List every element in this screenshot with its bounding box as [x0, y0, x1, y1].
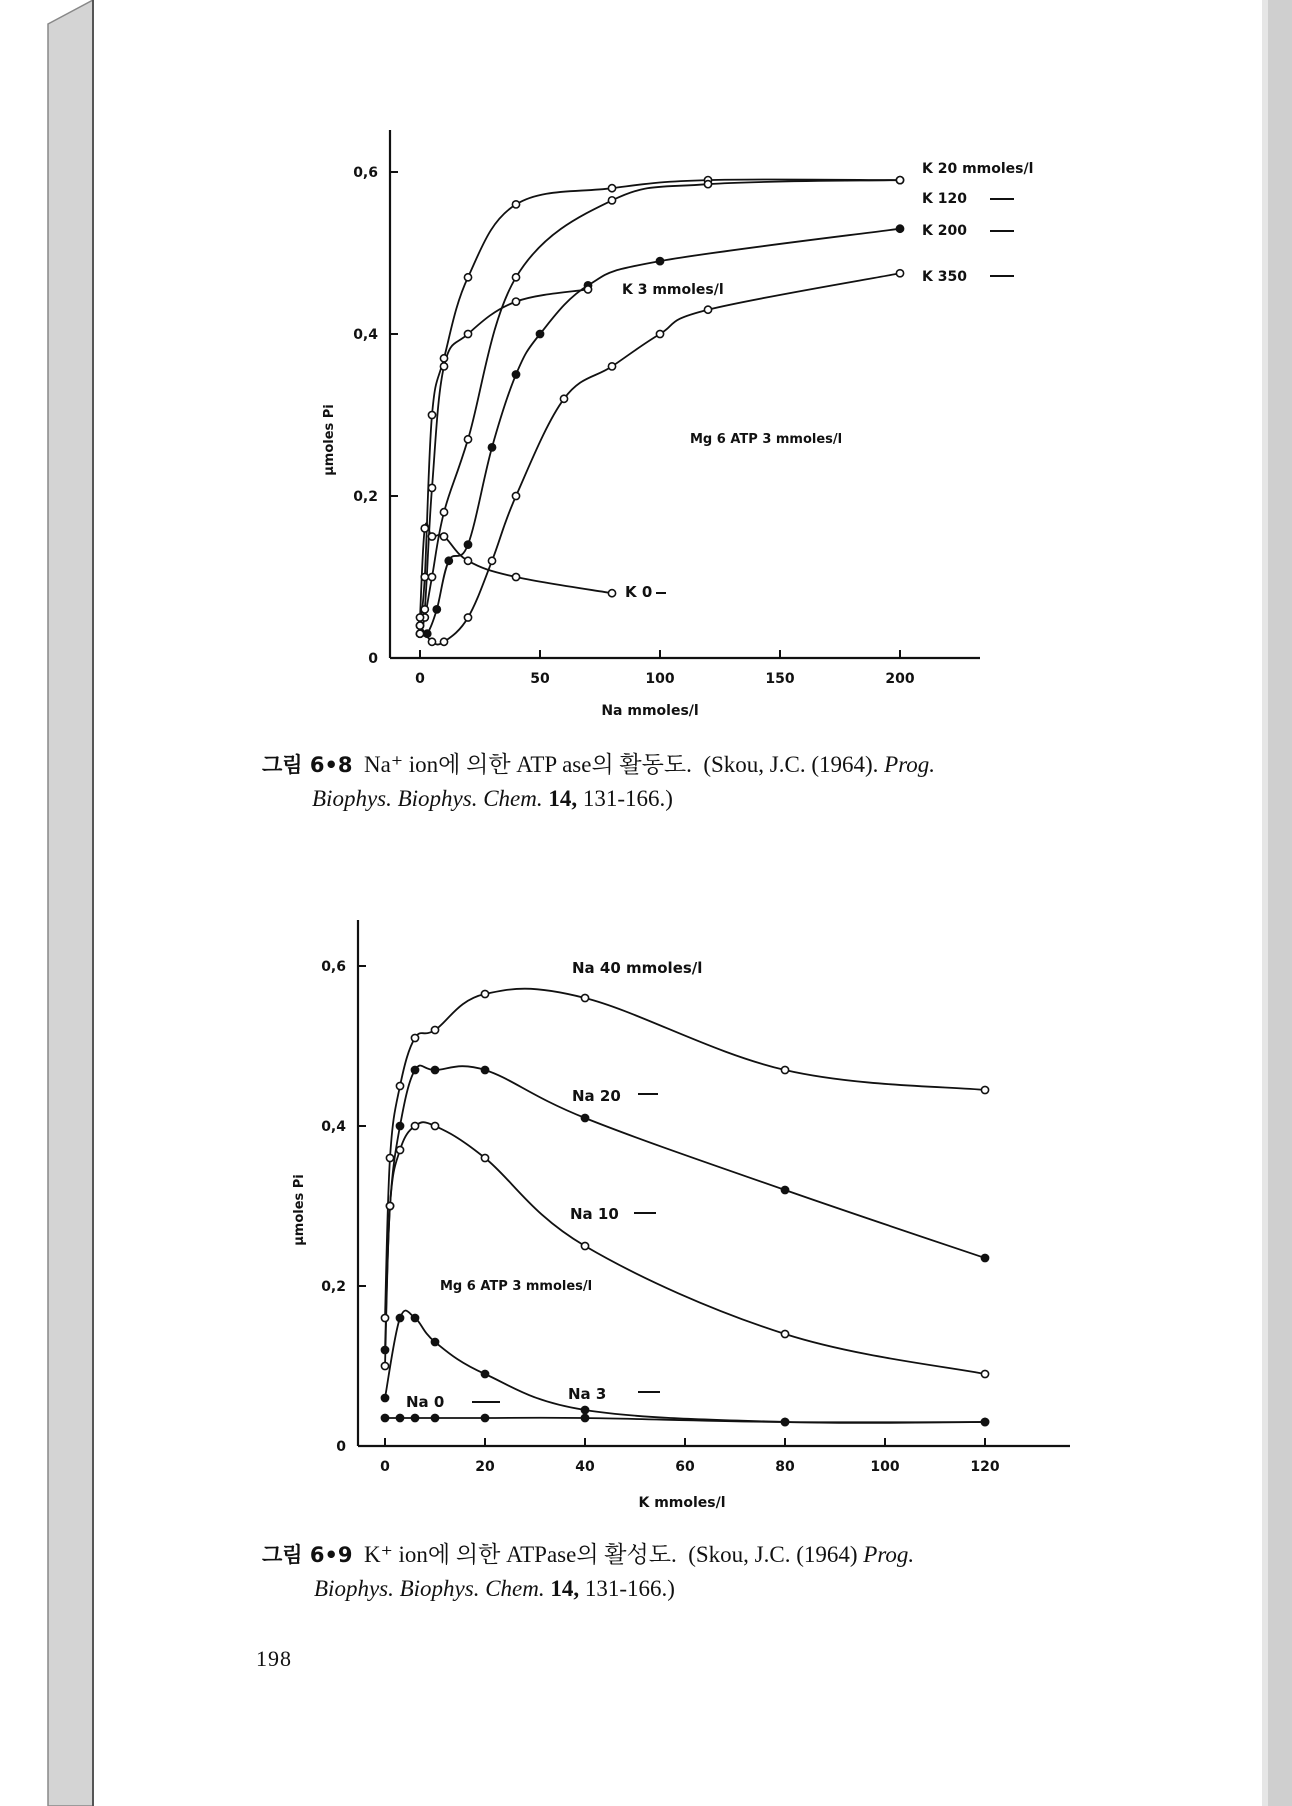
chart2-point-na-0	[581, 1414, 588, 1421]
chart1-point-k-350	[608, 363, 615, 370]
chart2-point-na-0	[396, 1414, 403, 1421]
chart1-point-k-3-mmoles-l	[428, 484, 435, 491]
chart1-label-k120: K 120	[922, 191, 967, 207]
chart2-label-na0: Na 0	[406, 1393, 445, 1411]
figure-1-ref-a: (Skou, J.C. (1964).	[703, 752, 879, 777]
figure-1-journal: Biophys. Biophys. Chem.	[312, 786, 543, 811]
chart2-ytick-label: 0,6	[321, 959, 346, 975]
chart2-label-na3: Na 3	[568, 1385, 607, 1403]
chart1-point-k-20-mmoles-l	[464, 274, 471, 281]
chart2-point-na-10	[396, 1146, 403, 1153]
chart2-xtick-label: 40	[575, 1459, 595, 1475]
chart2-series-na-20	[385, 1066, 985, 1350]
chart2-point-na-40-mmoles-l	[411, 1034, 418, 1041]
chart1-label-k350: K 350	[922, 269, 967, 285]
chart1-point-k-3-mmoles-l	[512, 298, 519, 305]
chart1-point-k-0	[464, 557, 471, 564]
chart1-point-k-350	[488, 557, 495, 564]
book-spine	[48, 0, 93, 1806]
chart1-point-k-20-mmoles-l	[608, 185, 615, 192]
chart2-ytick-label: 0,2	[321, 1279, 346, 1295]
chart1-point-k-200	[424, 630, 431, 637]
chart1-xtick-label: 150	[765, 671, 795, 687]
chart1-point-k-350	[512, 492, 519, 499]
chart1-label-k3: K 3 mmoles/l	[622, 282, 724, 298]
chart2-point-na-10	[431, 1122, 438, 1129]
chart2-point-na-0	[981, 1418, 988, 1425]
chart1-point-k-120	[512, 274, 519, 281]
chart2-point-na-40-mmoles-l	[981, 1086, 988, 1093]
chart1-point-k-120	[608, 197, 615, 204]
chart1-point-k-20-mmoles-l	[512, 201, 519, 208]
chart2-point-na-20	[981, 1254, 988, 1261]
chart2-point-na-0	[481, 1414, 488, 1421]
figure-1-number: 그림 6•8	[262, 753, 353, 777]
chart1-point-k-0	[416, 614, 423, 621]
chart2-point-na-3	[411, 1314, 418, 1321]
chart2-xtick-label: 80	[775, 1459, 795, 1475]
chart1-series-k-0	[420, 523, 612, 617]
chart1-xtick-label: 200	[885, 671, 915, 687]
chart-2-k-activity	[292, 920, 1070, 1511]
chart2-point-na-20	[581, 1114, 588, 1121]
chart1-label-k0: K 0	[625, 583, 653, 601]
chart2-ytick-label: 0,4	[321, 1119, 346, 1135]
chart1-point-k-350	[464, 614, 471, 621]
chart1-point-k-20-mmoles-l	[428, 411, 435, 418]
figure-2-title: K⁺ ion에 의한 ATPase의 활성도.	[364, 1542, 677, 1567]
chart1-ytick-label: 0,6	[353, 165, 378, 181]
chart1-point-k-200	[536, 330, 543, 337]
figure-2-caption	[262, 1540, 914, 1570]
chart1-xtick-label: 100	[645, 671, 675, 687]
chart2-point-na-20	[396, 1122, 403, 1129]
chart2-series-na-40-mmoles-l	[385, 989, 985, 1318]
chart2-point-na-40-mmoles-l	[581, 994, 588, 1001]
chart1-ytick-label: 0,4	[353, 327, 378, 343]
chart2-point-na-0	[381, 1414, 388, 1421]
chart1-ylabel: µmoles Pi	[322, 404, 337, 476]
chart1-xlabel: Na mmoles/l	[601, 703, 699, 719]
chart1-point-k-200	[896, 225, 903, 232]
chart1-point-k-3-mmoles-l	[464, 330, 471, 337]
chart2-point-na-3	[431, 1338, 438, 1345]
chart1-point-k-350	[428, 638, 435, 645]
chart2-point-na-10	[581, 1242, 588, 1249]
chart1-point-k-20-mmoles-l	[421, 573, 428, 580]
chart2-point-na-10	[411, 1122, 418, 1129]
chart2-point-na-10	[381, 1362, 388, 1369]
chart2-xtick-label: 20	[475, 1459, 495, 1475]
figure-1-title: Na⁺ ion에 의한 ATP ase의 활동도.	[364, 752, 692, 777]
chart-1-na-activity	[322, 130, 1033, 719]
chart2-point-na-40-mmoles-l	[381, 1314, 388, 1321]
figure-2-journal: Biophys. Biophys. Chem.	[314, 1576, 545, 1601]
chart1-series-k-350	[420, 273, 900, 644]
chart1-ytick-label: 0,2	[353, 489, 378, 505]
chart2-point-na-3	[381, 1394, 388, 1401]
chart1-point-k-120	[440, 509, 447, 516]
figure-1-ref-b: Prog.	[884, 752, 936, 777]
chart1-point-k-350	[704, 306, 711, 313]
chart1-xtick-label: 0	[415, 671, 425, 687]
chart1-point-k-350	[416, 622, 423, 629]
chart2-series-na-10	[385, 1122, 985, 1374]
chart1-series-k-120	[420, 180, 900, 634]
chart1-point-k-0	[608, 590, 615, 597]
chart2-point-na-40-mmoles-l	[431, 1026, 438, 1033]
figure-2-volume: 14,	[550, 1576, 580, 1601]
page-number: 198	[256, 1646, 292, 1671]
chart2-ytick-label: 0	[336, 1439, 346, 1455]
chart2-point-na-0	[431, 1414, 438, 1421]
chart1-point-k-120	[464, 436, 471, 443]
chart1-point-k-350	[560, 395, 567, 402]
chart2-ylabel: µmoles Pi	[292, 1174, 307, 1246]
figure-2-pages: 131-166.)	[584, 1576, 675, 1601]
figure-2-ref-a: (Skou, J.C. (1964)	[688, 1542, 858, 1567]
figure-2-ref-b: Prog.	[863, 1542, 915, 1567]
chart1-point-k-0	[421, 525, 428, 532]
chart1-label-k200: K 200	[922, 223, 967, 239]
chart1-point-k-350	[656, 330, 663, 337]
chart1-point-k-0	[428, 533, 435, 540]
chart1-point-k-3-mmoles-l	[416, 630, 423, 637]
chart2-point-na-3	[396, 1314, 403, 1321]
chart1-point-k-3-mmoles-l	[421, 606, 428, 613]
chart2-point-na-20	[381, 1346, 388, 1353]
chart2-point-na-20	[411, 1066, 418, 1073]
chart2-label-na40: Na 40 mmoles/l	[572, 959, 703, 977]
chart2-xtick-label: 0	[380, 1459, 390, 1475]
chart2-xtick-label: 120	[970, 1459, 1000, 1475]
chart2-point-na-10	[981, 1370, 988, 1377]
page-right-shadow	[1262, 0, 1268, 1806]
chart2-point-na-40-mmoles-l	[781, 1066, 788, 1073]
figure-1-caption	[262, 750, 935, 780]
chart2-point-na-10	[481, 1154, 488, 1161]
chart2-point-na-20	[781, 1186, 788, 1193]
chart1-point-k-200	[433, 606, 440, 613]
figure-1-pages: 131-166.)	[582, 786, 673, 811]
chart2-label-na10: Na 10	[570, 1205, 619, 1223]
chart1-point-k-200	[488, 444, 495, 451]
chart1-xtick-label: 50	[530, 671, 550, 687]
chart2-xtick-label: 100	[870, 1459, 900, 1475]
chart2-point-na-20	[431, 1066, 438, 1073]
chart2-point-na-20	[481, 1066, 488, 1073]
chart1-annotation: Mg 6 ATP 3 mmoles/l	[690, 432, 843, 447]
figure-2-number: 그림 6•9	[262, 1543, 353, 1567]
chart1-point-k-200	[445, 557, 452, 564]
chart1-ytick-label: 0	[368, 651, 378, 667]
chart2-point-na-10	[386, 1202, 393, 1209]
chart2-point-na-3	[581, 1406, 588, 1413]
chart2-point-na-40-mmoles-l	[396, 1082, 403, 1089]
chart1-point-k-3-mmoles-l	[584, 286, 591, 293]
page-right-edge	[1268, 0, 1292, 1806]
chart1-point-k-120	[704, 181, 711, 188]
chart1-point-k-120	[896, 177, 903, 184]
chart1-point-k-20-mmoles-l	[440, 355, 447, 362]
chart1-point-k-350	[896, 270, 903, 277]
chart2-point-na-0	[411, 1414, 418, 1421]
chart1-point-k-3-mmoles-l	[440, 363, 447, 370]
chart2-xlabel: K mmoles/l	[638, 1495, 726, 1511]
chart1-series-k-3-mmoles-l	[420, 289, 588, 633]
chart2-label-na20: Na 20	[572, 1087, 621, 1105]
chart2-xtick-label: 60	[675, 1459, 695, 1475]
chart1-point-k-120	[428, 573, 435, 580]
chart1-point-k-200	[656, 258, 663, 265]
chart1-label-k20: K 20 mmoles/l	[922, 161, 1034, 177]
chart1-point-k-200	[512, 371, 519, 378]
chart2-annotation: Mg 6 ATP 3 mmoles/l	[440, 1279, 593, 1294]
chart1-point-k-350	[440, 638, 447, 645]
chart2-point-na-40-mmoles-l	[481, 990, 488, 997]
chart2-point-na-40-mmoles-l	[386, 1154, 393, 1161]
chart2-point-na-3	[481, 1370, 488, 1377]
figure-1-caption-line2	[312, 784, 673, 814]
chart2-series-na-3	[385, 1311, 985, 1423]
chart2-point-na-0	[781, 1418, 788, 1425]
figure-2-caption-line2	[314, 1574, 675, 1604]
chart2-point-na-10	[781, 1330, 788, 1337]
chart1-point-k-0	[512, 573, 519, 580]
chart1-point-k-200	[464, 541, 471, 548]
figure-1-volume: 14,	[548, 786, 578, 811]
chart1-point-k-0	[440, 533, 447, 540]
